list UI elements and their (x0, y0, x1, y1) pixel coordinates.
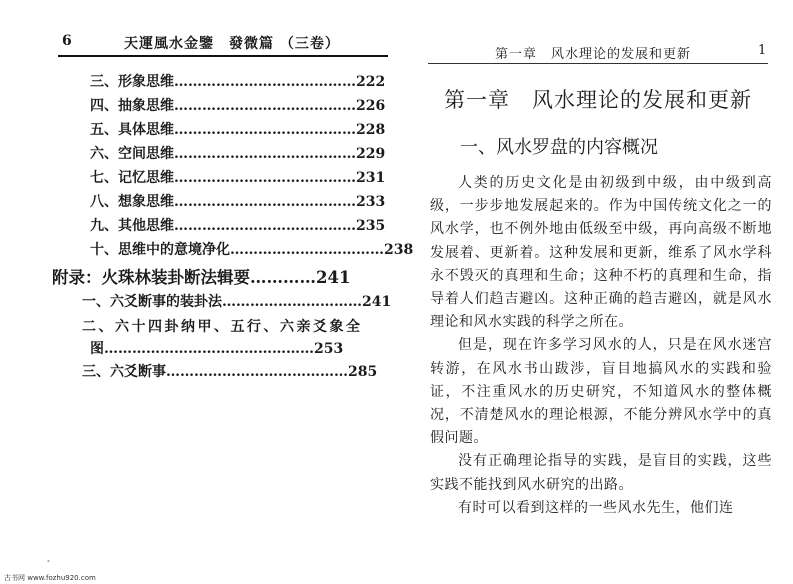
toc-entry-text: 六爻断事 (110, 364, 166, 380)
toc-entry-number: 七、 (90, 170, 118, 186)
toc-entry-number: 八、 (90, 194, 118, 210)
toc-entry-number: 三、 (90, 74, 118, 90)
toc-leader-dots: ………………………………… (174, 122, 356, 138)
paragraph: 但是，现在许多学习风水的人，只是在风水迷宫转游，在风水书山跋涉，盲目地搞风水的实践和验证，不注重风水的历史研究，不知道风水的整体概况，不清楚风水的理论根源，不能分辨风水学中的真假问题。 (430, 337, 772, 447)
toc-leader-dots: ………………………………… (174, 98, 356, 114)
toc-entry-text: 空间思维 (118, 146, 174, 162)
toc-entry-page: 238 (384, 242, 414, 258)
toc-entry-text: 思维中的意境净化 (118, 242, 230, 258)
toc-entry-text: 六爻断事的装卦法 (110, 294, 222, 310)
toc-entry-text: 图 (90, 341, 104, 357)
appendix-page: 241 (316, 268, 351, 287)
toc-entry-number: 十、 (90, 242, 118, 258)
header-divider (428, 63, 768, 64)
toc-entry-page: 231 (356, 170, 386, 186)
right-page (400, 0, 793, 584)
paragraph: 人类的历史文化是由初级到中级，由中级到高级，一步步地发展起来的。作为中国传统文化之一的风水学，也不例外地由低级至中级，再向高级不断地发展着、更新着。这种发展和更新，维系了风水学科永不毁灭的真理和生命；这种不朽的真理和生命，指导着人们趋吉避凶。这种正确的趋吉避凶，就是风水理论和风水实践的科学之所在。 (430, 175, 772, 331)
toc-leader-dots: …………………………… (230, 242, 384, 258)
left-page-number: 6 (62, 33, 72, 49)
toc-entry-number: 六、 (90, 146, 118, 162)
paragraph: 有时可以看到这样的一些风水先生，他们连 (458, 499, 734, 516)
toc-leader-dots: ………………………………… (166, 364, 348, 380)
toc-entry-number: 一、 (82, 294, 110, 310)
toc-entry-text: 想象思维 (118, 194, 174, 210)
toc-entry-page: 228 (356, 122, 386, 138)
toc-entry (90, 143, 385, 163)
toc-entry-text: 其他思维 (118, 218, 174, 234)
appendix-entry (82, 361, 377, 381)
toc-entry-text: 记忆思维 (118, 170, 174, 186)
toc-entry-text: 六十四卦纳甲、五行、六亲爻象全 (115, 319, 363, 335)
toc-leader-dots: ………………………………… (174, 74, 356, 90)
running-chapter-title: 第一章 风水理论的发展和更新 (495, 47, 692, 62)
appendix-entry (82, 291, 391, 311)
toc-entry-text: 抽象思维 (118, 98, 174, 114)
toc-entry (90, 71, 385, 91)
margin-mark: ° (47, 560, 50, 567)
toc-entry-number: 二、 (82, 319, 115, 335)
toc-leader-dots: ………………………… (222, 294, 362, 310)
toc-entry-number: 五、 (90, 122, 118, 138)
paragraph: 没有正确理论指导的实践，是盲目的实践，这些实践不能找到风水研究的出路。 (430, 453, 772, 493)
toc-entry-page: 285 (348, 364, 378, 380)
chapter-title: 第一章 风水理论的发展和更新 (444, 88, 752, 112)
footer-watermark-url[interactable]: 古书网 www.fozhu920.com (4, 574, 96, 582)
toc-entry-number: 四、 (90, 98, 118, 114)
toc-entry-page: 253 (314, 341, 344, 357)
toc-entry-page: 226 (356, 98, 386, 114)
right-page-number: 1 (758, 43, 767, 58)
toc-leader-dots: ………………………………… (174, 146, 356, 162)
toc-entry-number: 三、 (82, 364, 110, 380)
toc-entry (90, 191, 385, 211)
toc-entry (90, 95, 385, 115)
toc-entry-number: 九、 (90, 218, 118, 234)
section-title: 一、风水罗盘的内容概况 (460, 137, 658, 158)
body-text (430, 172, 772, 520)
toc-entry-page: 241 (362, 294, 392, 310)
toc-entry-page: 229 (356, 146, 386, 162)
toc-entry (90, 119, 385, 139)
toc-entry-text: 形象思维 (118, 74, 174, 90)
toc-leader-dots: ………………………………… (174, 194, 356, 210)
toc-entry-page: 233 (356, 194, 386, 210)
toc-entry-text: 具体思维 (118, 122, 174, 138)
toc-leader-dots: ………………………………… (174, 218, 356, 234)
toc-entry-page: 235 (356, 218, 386, 234)
toc-entry-page: 222 (356, 74, 386, 90)
toc-leader-dots: ………………………………… (174, 170, 356, 186)
toc-leader-dots: ……………………………………… (104, 341, 314, 357)
appendix-entry-continuation (90, 338, 343, 358)
toc-entry (90, 239, 413, 259)
toc-entry (90, 167, 385, 187)
toc-leader-dots: ………… (250, 268, 316, 287)
header-divider (58, 55, 388, 57)
appendix-entry (82, 316, 363, 336)
appendix-heading (52, 264, 350, 288)
toc-entry (90, 215, 385, 235)
appendix-title: 附录：火珠林装卦断法辑要 (52, 268, 250, 287)
book-title-header: 天運風水金鑒 發微篇 （三卷） (124, 36, 340, 52)
